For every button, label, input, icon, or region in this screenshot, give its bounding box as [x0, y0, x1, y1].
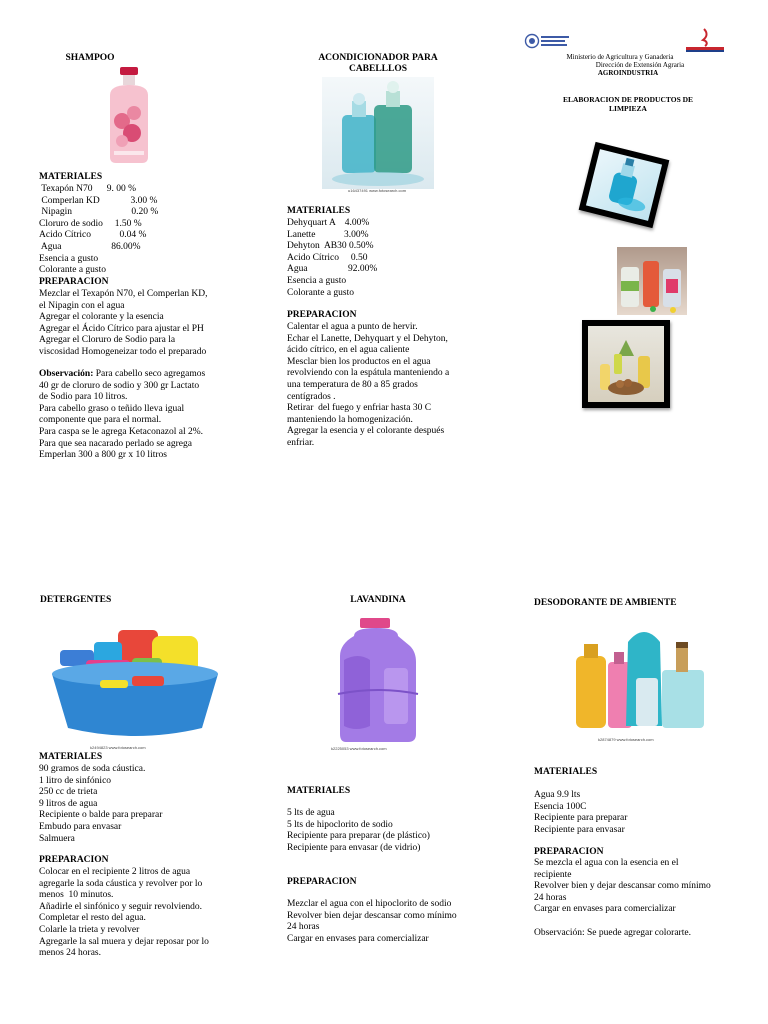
list-item: 24 horas [534, 892, 567, 903]
photo-oils-spa [582, 320, 670, 408]
list-item: enfriar. [287, 437, 315, 448]
list-item: Recipiente para preparar [534, 813, 628, 824]
acondicionador-prep-list [287, 322, 449, 450]
list-item: Esencia a gusto [287, 275, 347, 286]
desodorante-prep-list [534, 858, 711, 916]
shampoo-prep-title: PREPARACION [39, 277, 109, 287]
list-item: Mesclar bien los productos en el agua [287, 356, 431, 367]
list-item: 24 horas [287, 922, 320, 933]
list-item: Se mezcla el agua con la esencia en el [534, 858, 679, 868]
list-item: Agua 92.00% [287, 264, 378, 275]
list-item: viscosidad Homogeneizar todo el preparado [39, 346, 207, 357]
lavandina-title: LAVANDINA [350, 595, 406, 605]
lavandina-prep-list [287, 899, 457, 945]
desodorante-materials-list [534, 790, 627, 836]
list-item: Para cabello graso o teñido lleva igual [39, 403, 185, 414]
detergentes-materials-title: MATERIALES [39, 752, 103, 762]
list-item: Agua 86.00% [39, 241, 141, 252]
list-item: Colorante a gusto [39, 265, 107, 276]
list-item: Texapón N70 9. 00 % [39, 184, 137, 194]
desodorante-image-caption: k2874879 www.fotosearch.com [598, 737, 654, 742]
photo-cleaning-bottle [579, 142, 670, 228]
list-item: Colocar en el recipiente 2 litros de agua [39, 867, 191, 877]
desodorante-prep-title: PREPARACION [534, 847, 604, 857]
desodorante-materials-title: MATERIALES [534, 767, 598, 777]
list-item: Dehyquart A 4.00% [287, 218, 370, 228]
list-item: 5 lts de agua [287, 808, 335, 818]
list-item: Recipiente o balde para preparar [39, 810, 163, 821]
logo-ministerio [524, 33, 570, 49]
list-item: Recipiente para envasar (de vidrio) [287, 842, 421, 853]
list-item: Dehyton AB30 0.50% [287, 241, 374, 252]
acondicionador-materials-list [287, 218, 377, 299]
list-item: Colarle la trieta y revolver [39, 924, 140, 935]
list-item: componente que para el normal. [39, 415, 162, 426]
list-item: recipiente [534, 869, 572, 880]
list-item: Nipagin 0.20 % [39, 207, 159, 218]
list-item: Completar el resto del agua. [39, 913, 146, 924]
shampoo-materials-list [39, 184, 158, 277]
acondicionador-title [298, 53, 458, 75]
list-item: Agregar el Cloruro de Sodio para la [39, 335, 176, 346]
list-item: Embudo para envasar [39, 821, 122, 832]
list-item: 9 litros de agua [39, 798, 98, 809]
list-item: 250 cc de trieta [39, 787, 98, 798]
list-item: revolviendo con la espátula manteniendo a [287, 368, 450, 379]
list-item: menos 10 minutos. [39, 890, 114, 901]
title-line: ACONDICIONADOR PARA [318, 53, 438, 63]
list-item: Esencia a gusto [39, 253, 99, 264]
list-item: Recipiente para envasar [534, 824, 625, 835]
list-item: Cargar en envases para comercializar [287, 933, 429, 944]
list-item: 1 litro de sinfónico [39, 775, 112, 786]
list-item: Retirar del fuego y enfriar hasta 30 C [287, 403, 432, 414]
list-item: Agregar el colorante y la esencia [39, 312, 164, 323]
list-item: Mezclar el agua con el hipoclorito de sodio [287, 899, 452, 909]
title-line: CABELLLOS [348, 64, 408, 74]
desodorante-title: DESODORANTE DE AMBIENTE [534, 598, 677, 608]
list-item: Agregarle la sal muera y dejar reposar por lo [39, 936, 209, 947]
lavandina-materials-list [287, 808, 430, 854]
shampoo-bottle-image [100, 67, 158, 165]
list-item: ácido cítrico, en el agua caliente [287, 345, 410, 356]
lavandina-image-caption: k2225053 www.fotosearch.com [331, 746, 387, 751]
list-item: Esencia 100C [534, 801, 587, 812]
header-ministry: Ministerio de Agricultura y Ganaderia [566, 53, 674, 61]
list-item: Calentar el agua a punto de hervir. [287, 322, 418, 332]
list-item: Para caspa se le agrega Ketaconazol al 2%. [39, 426, 204, 437]
shampoo-prep-list [39, 289, 208, 359]
shampoo-observation [39, 369, 205, 462]
list-item: Emperlan 300 a 800 gr x 10 litros [39, 450, 167, 461]
list-item: Para que sea nacarado perlado se agrega [39, 438, 192, 449]
list-item: Colorante a gusto [287, 287, 355, 298]
list-item: una temperatura de 80 a 85 grados [287, 379, 418, 390]
detergentes-prep-list [39, 867, 209, 960]
list-item: 40 gr de cloruro de sodio y 300 gr Lactato [39, 380, 200, 391]
header-subject: ELABORACION DE PRODUCTOS DE LIMPIEZA [562, 95, 694, 113]
desodorante-observation: Observación: Se puede agregar colorarte. [534, 928, 691, 938]
desodorante-bottles-image [572, 622, 712, 732]
list-item: Comperlan KD 3.00 % [39, 195, 158, 206]
list-item: Cargar en envases para comercializar [534, 904, 676, 915]
lavandina-materials-title: MATERIALES [287, 786, 351, 796]
list-item: 90 gramos de soda cáustica. [39, 764, 146, 774]
acondicionador-materials-title: MATERIALES [287, 206, 351, 216]
list-item: Acido Cítrico 0.04 % [39, 230, 147, 241]
header-direction: Dirección de Extensión Agraria [595, 61, 685, 69]
list-item: Cloruro de sodio 1.50 % [39, 218, 142, 229]
list-item: Añadirle el sinfónico y seguir revolviendo. [39, 901, 203, 912]
list-item: Salmuera [39, 833, 75, 844]
shampoo-title: SHAMPOO [65, 53, 115, 63]
detergentes-materials-list [39, 764, 162, 845]
detergentes-prep-title: PREPARACION [39, 855, 109, 865]
acondicionador-prep-title: PREPARACION [287, 310, 357, 320]
list-item: Lanette 3.00% [287, 229, 369, 240]
list-item: centígrados . [287, 391, 336, 402]
list-item: Agregar el Ácido Cítrico para ajustar el PH [39, 323, 204, 334]
observation-label: Observación: [39, 369, 94, 379]
detergentes-basin-image [40, 616, 230, 744]
list-item: manteniendo la homogenización. [287, 414, 413, 425]
list-item: Agregar la esencia y el colorante después [287, 426, 445, 437]
list-item: Echar el Lanette, Dehyquart y el Dehyton, [287, 333, 448, 344]
lavandina-prep-title: PREPARACION [287, 877, 357, 887]
list-item: Recipiente para preparar (de plástico) [287, 831, 430, 842]
detergentes-title: DETERGENTES [40, 595, 112, 605]
list-item: agregarle la soda cáustica y revolver por lo [39, 878, 203, 889]
observation-text: Para cabello seco agregamos [93, 369, 206, 379]
lavandina-bottle-image [334, 616, 424, 746]
photo-cleaning-products [617, 247, 687, 315]
list-item: el Nipagin con el agua [39, 300, 125, 311]
list-item: Revolver bien y dejar descansar como mínimo [534, 881, 711, 892]
list-item: Revolver bien dejar descansar como mínimo [287, 910, 457, 921]
list-item: de Sodio para 10 litros. [39, 392, 128, 403]
acondicionador-bottles-image [322, 77, 434, 189]
shampoo-materials-title: MATERIALES [39, 172, 103, 182]
logo-gobierno-nacional [684, 27, 726, 53]
header-unit: AGROINDUSTRIA [597, 69, 659, 77]
acondicionador-image-caption: u16437491 www.fotosearch.com [348, 188, 407, 193]
list-item: menos 24 horas. [39, 948, 102, 959]
list-item: 5 lts de hipoclorito de sodio [287, 819, 393, 830]
list-item: Mezclar el Texapón N70, el Comperlan KD, [39, 289, 208, 299]
list-item: Acido Cítrico 0.50 [287, 252, 368, 263]
detergentes-image-caption: k2494823 www.fotosearch.com [90, 745, 146, 750]
list-item: Agua 9.9 lts [534, 790, 581, 800]
